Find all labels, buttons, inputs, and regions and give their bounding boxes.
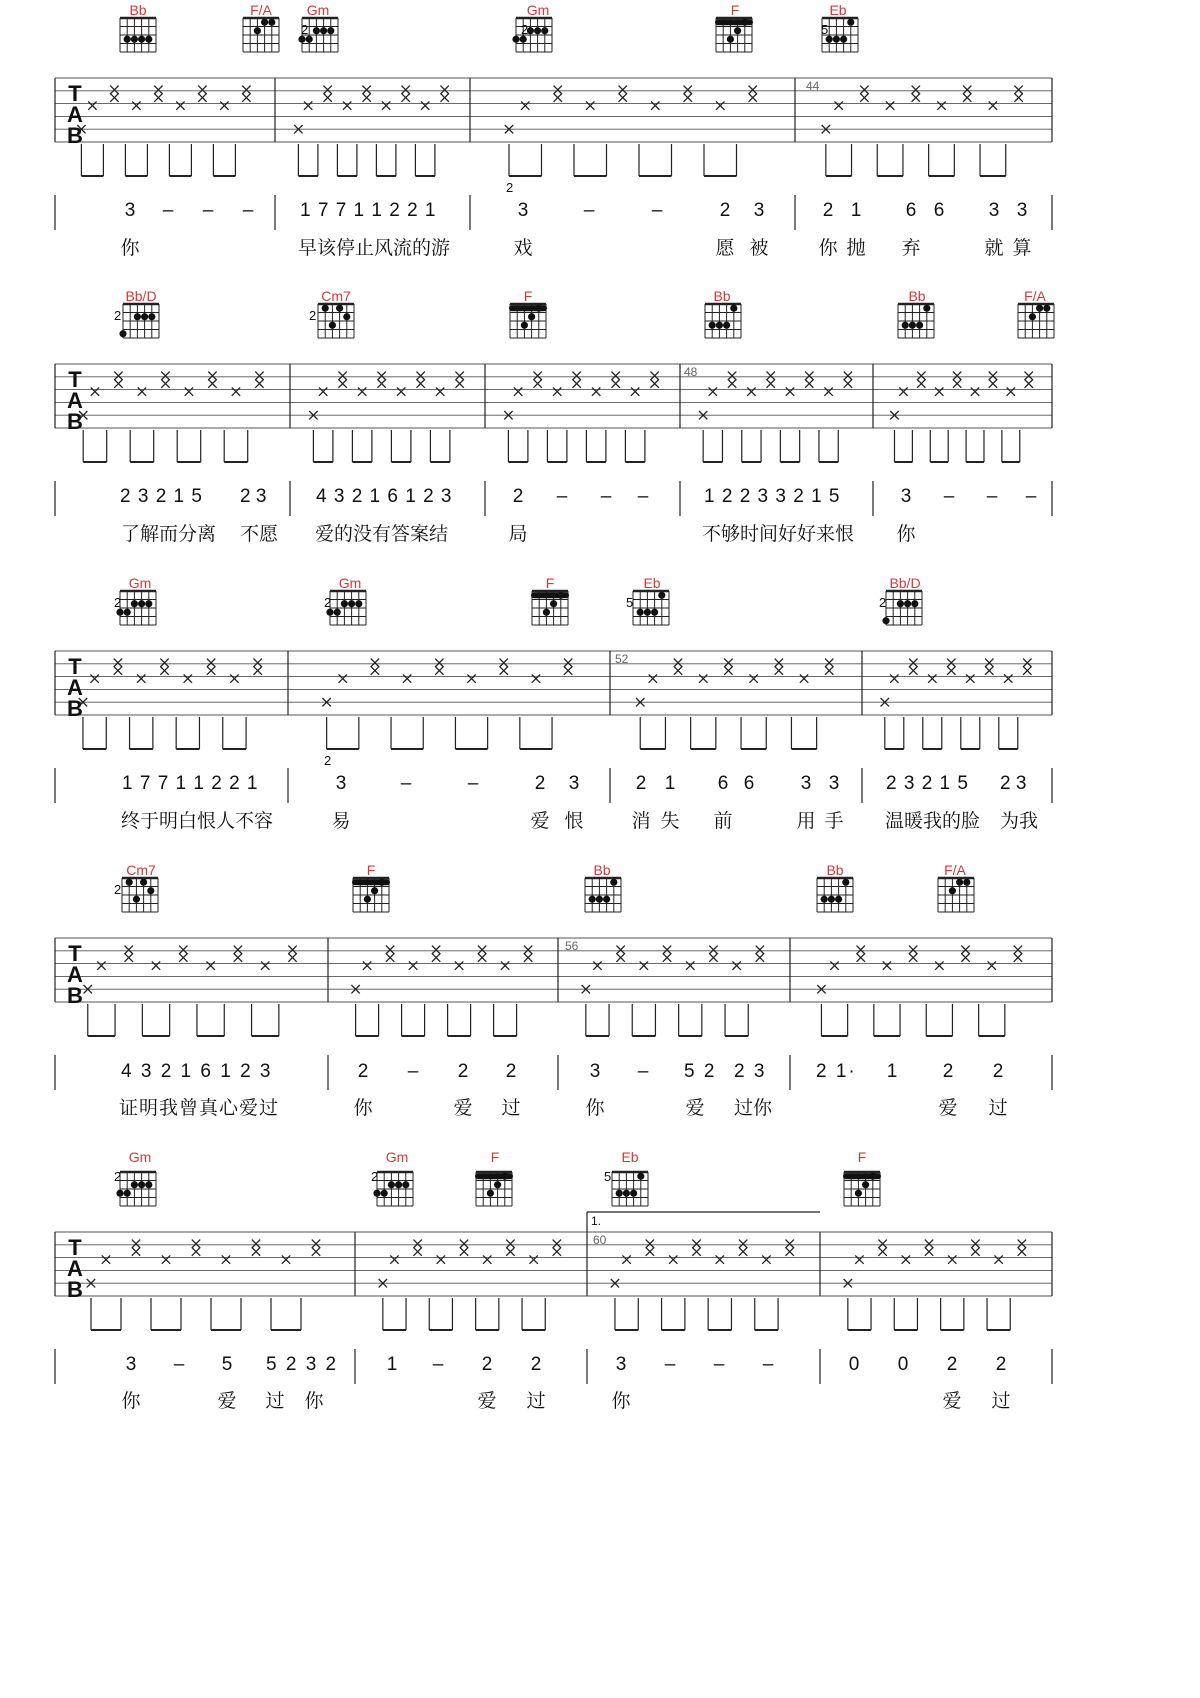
chord-name: Eb xyxy=(621,1149,639,1165)
jianpu-group: 2 3 xyxy=(240,486,267,507)
chord-dot xyxy=(727,36,734,43)
chord-dot xyxy=(902,322,909,329)
chord-dot xyxy=(716,322,723,329)
jianpu-group: 2 3 2 1 5 xyxy=(886,773,969,794)
jianpu-group: 4 3 2 1 6 1 2 3 xyxy=(316,486,453,507)
jianpu-note: 2 xyxy=(635,773,647,794)
measure-number: 52 xyxy=(615,652,629,666)
chord-dot xyxy=(138,36,145,43)
jianpu-dash: – xyxy=(1025,486,1037,507)
chord-dot xyxy=(916,322,923,329)
jianpu-note: 2 xyxy=(942,1061,954,1082)
lyric: 爱 xyxy=(685,1098,705,1119)
chord-name: F xyxy=(523,288,533,304)
chord-dot xyxy=(521,322,528,329)
chord-dot xyxy=(364,896,371,903)
chord-dot xyxy=(378,879,385,886)
chord-dot xyxy=(589,896,596,903)
chord-dot xyxy=(343,313,350,320)
jianpu-group: 1 7 7 1 1 2 2 1 xyxy=(122,773,259,794)
chord-name: Eb xyxy=(829,2,847,18)
chord-dot xyxy=(131,600,138,607)
chord-dot xyxy=(501,1173,508,1180)
chord-dot xyxy=(821,896,828,903)
chord-dot xyxy=(134,313,141,320)
jianpu-dash: – xyxy=(762,1354,774,1375)
jianpu-dash: – xyxy=(407,1061,419,1082)
jianpu-note: 0 xyxy=(848,1354,860,1375)
lyric: 你 xyxy=(818,238,838,259)
lyric: 过你 xyxy=(734,1098,773,1119)
jianpu-note: 6 xyxy=(905,200,917,221)
tab-clef-t: T xyxy=(68,1235,82,1260)
chord-name: Bb xyxy=(908,288,926,304)
chord-dot xyxy=(734,27,741,34)
chord-dot xyxy=(596,896,603,903)
chord-dot xyxy=(512,36,519,43)
chord-dot xyxy=(603,896,610,903)
jianpu-group: 2 3 xyxy=(734,1061,767,1082)
lyric: 为我 xyxy=(1000,811,1039,832)
jianpu-group: 4 3 2 1 6 1 2 3 xyxy=(121,1061,273,1082)
lyric: 终于明白恨人不容 xyxy=(121,811,274,832)
measure-number: 60 xyxy=(593,1233,607,1247)
lyric: 你 xyxy=(896,524,916,545)
lyric: 前 xyxy=(713,811,733,832)
chord-dot xyxy=(528,313,535,320)
lyric: 爱 xyxy=(530,811,550,832)
chord-dot xyxy=(550,600,557,607)
chord-dot xyxy=(637,609,644,616)
chord-dot xyxy=(833,36,840,43)
chord-name: Bb xyxy=(826,862,844,878)
tab-clef-a: A xyxy=(67,388,83,413)
chord-dot xyxy=(322,305,329,312)
chord-dot xyxy=(254,27,261,34)
tab-clef-t: T xyxy=(68,367,82,392)
lyric: 你 xyxy=(585,1098,605,1119)
chord-dot xyxy=(1036,305,1043,312)
chord-name: F xyxy=(545,575,555,591)
lyric: 爱 xyxy=(938,1098,958,1119)
chord-dot xyxy=(610,879,617,886)
jianpu-group: 2 3 xyxy=(1000,773,1027,794)
chord-dot xyxy=(268,19,275,26)
fret-position: 5 xyxy=(821,22,829,37)
fret-position: 2 xyxy=(114,1169,122,1184)
chord-dot xyxy=(141,313,148,320)
chord-dot xyxy=(395,1181,402,1188)
chord-dot xyxy=(1043,305,1050,312)
jianpu-note: 3 xyxy=(800,773,812,794)
fret-position: 2 xyxy=(114,595,122,610)
chord-dot xyxy=(741,19,748,26)
lyric: 你 xyxy=(611,1391,631,1412)
jianpu-note: 6 xyxy=(743,773,755,794)
jianpu-dash: – xyxy=(432,1354,444,1375)
chord-dot xyxy=(534,27,541,34)
lyric: 手 xyxy=(824,811,844,832)
chord-dot xyxy=(840,36,847,43)
chord-dot xyxy=(320,27,327,34)
chord-name: F xyxy=(730,2,740,18)
tab-clef-t: T xyxy=(68,941,82,966)
jianpu-dash: – xyxy=(242,200,254,221)
jianpu-dash: – xyxy=(400,773,412,794)
chord-dot xyxy=(651,609,658,616)
jianpu-dash: – xyxy=(467,773,479,794)
chord-dot xyxy=(730,305,737,312)
tab-clef-a: A xyxy=(67,675,83,700)
lyric: 用 xyxy=(796,811,816,832)
chord-dot xyxy=(131,36,138,43)
chord-dot xyxy=(1029,313,1036,320)
jianpu-group: 2 1· xyxy=(816,1061,857,1082)
jianpu-note: 3 xyxy=(900,486,912,507)
chord-dot xyxy=(623,1190,630,1197)
lyric: 温暖我的脸 xyxy=(885,811,981,832)
jianpu-group: 2 3 2 1 5 xyxy=(120,486,203,507)
tab-clef-b: B xyxy=(67,696,83,721)
chord-name: F xyxy=(490,1149,500,1165)
jianpu-note: 2 xyxy=(457,1061,469,1082)
lyric: 你 xyxy=(121,1391,141,1412)
chord-dot xyxy=(116,1190,123,1197)
lyric: 爱的没有答案结 xyxy=(315,524,449,545)
fret-position: 2 xyxy=(879,595,887,610)
chord-dot xyxy=(828,896,835,903)
tab-clef-b: B xyxy=(67,409,83,434)
jianpu-note: 2 xyxy=(946,1354,958,1375)
lyric: 你 xyxy=(120,238,140,259)
chord-name: Bb xyxy=(593,862,611,878)
jianpu-note: 3 xyxy=(125,1354,137,1375)
chord-dot xyxy=(963,879,970,886)
chord-dot xyxy=(535,305,542,312)
chord-dot xyxy=(855,1190,862,1197)
chord-name: Gm xyxy=(526,2,550,18)
chord-dot xyxy=(371,887,378,894)
chord-dot xyxy=(124,1190,131,1197)
jianpu-note: 6 xyxy=(717,773,729,794)
fret-position: 2 xyxy=(114,882,122,897)
jianpu-note: 3 xyxy=(988,200,1000,221)
chord-name: F xyxy=(857,1149,867,1165)
chord-dot xyxy=(133,896,140,903)
chord-dot xyxy=(842,879,849,886)
tab-clef-a: A xyxy=(67,102,83,127)
chord-dot xyxy=(543,609,550,616)
lyric: 证明我曾真心爱过 xyxy=(119,1098,280,1119)
jianpu-note: 2 xyxy=(995,1354,1007,1375)
chord-dot xyxy=(341,600,348,607)
lyric: 易 xyxy=(331,811,351,832)
chord-dot xyxy=(119,330,126,337)
chord-dot xyxy=(336,305,343,312)
jianpu-dash: – xyxy=(600,486,612,507)
jianpu-note: 2 xyxy=(534,773,546,794)
volta-label: 1. xyxy=(591,1214,602,1228)
jianpu-dash: – xyxy=(713,1354,725,1375)
chord-dot xyxy=(261,19,268,26)
lyric: 爱 xyxy=(217,1391,237,1412)
chord-name: Cm7 xyxy=(126,862,156,878)
jianpu-dash: – xyxy=(637,486,649,507)
chord-name: Bb/D xyxy=(889,575,921,591)
jianpu-note: 1 xyxy=(386,1354,398,1375)
chord-dot xyxy=(327,27,334,34)
jianpu-note: 3 xyxy=(615,1354,627,1375)
lyric: 早该停止风流的游 xyxy=(298,238,451,259)
chord-dot xyxy=(140,879,147,886)
chord-dot xyxy=(373,1190,380,1197)
chord-name: Gm xyxy=(128,575,152,591)
jianpu-group: 5 2 3 2 xyxy=(266,1354,339,1375)
chord-dot xyxy=(923,305,930,312)
chord-dot xyxy=(145,600,152,607)
chord-dot xyxy=(909,322,916,329)
chord-name: Bb xyxy=(129,2,147,18)
lyric: 消 xyxy=(631,811,651,832)
lyric: 你 xyxy=(353,1098,373,1119)
chord-dot xyxy=(124,609,131,616)
fret-position: 2 xyxy=(309,308,317,323)
measure-number: 44 xyxy=(806,79,820,93)
chord-dot xyxy=(124,36,131,43)
chord-name: F xyxy=(366,862,376,878)
chord-dot xyxy=(557,592,564,599)
jianpu-dash: – xyxy=(173,1354,185,1375)
lyric: 就 xyxy=(984,238,1004,259)
fret-position: 2 xyxy=(521,22,529,37)
chord-dot xyxy=(637,1173,644,1180)
jianpu-note: 3 xyxy=(335,773,347,794)
lyric: 过 xyxy=(991,1391,1011,1412)
chord-name: F/A xyxy=(1024,288,1046,304)
lyric: 被 xyxy=(749,238,769,259)
jianpu-note: 3 xyxy=(828,773,840,794)
chord-dot xyxy=(487,1190,494,1197)
jianpu-dash: – xyxy=(943,486,955,507)
lyric: 过 xyxy=(526,1391,546,1412)
lyric: 弃 xyxy=(901,238,921,259)
chord-name: F/A xyxy=(250,2,272,18)
chord-dot xyxy=(148,313,155,320)
grace-mark: 2 xyxy=(506,180,514,195)
jianpu-note: 2 xyxy=(512,486,524,507)
chord-dot xyxy=(145,1181,152,1188)
jianpu-dash: – xyxy=(651,200,663,221)
jianpu-note: 5 xyxy=(221,1354,233,1375)
chord-name: Gm xyxy=(306,2,330,18)
lyric: 你 xyxy=(304,1391,324,1412)
tab-clef-t: T xyxy=(68,81,82,106)
lyric: 恨 xyxy=(564,811,584,832)
jianpu-note: 1 xyxy=(886,1061,898,1082)
jianpu-note: 2 xyxy=(505,1061,517,1082)
grace-mark: 2 xyxy=(324,753,332,768)
chord-name: Gm xyxy=(128,1149,152,1165)
chord-dot xyxy=(541,27,548,34)
chord-dot xyxy=(882,617,889,624)
jianpu-note: 3 xyxy=(568,773,580,794)
jianpu-dash: – xyxy=(583,200,595,221)
lyric: 了解而分离 xyxy=(121,524,217,545)
jianpu-dash: – xyxy=(202,200,214,221)
tab-clef-a: A xyxy=(67,962,83,987)
chord-dot xyxy=(630,1190,637,1197)
chord-dot xyxy=(616,1190,623,1197)
chord-dot xyxy=(835,896,842,903)
chord-name: F/A xyxy=(944,862,966,878)
lyric: 爱 xyxy=(942,1391,962,1412)
lyric: 愿 xyxy=(715,238,735,259)
chord-name: Bb/D xyxy=(125,288,157,304)
fret-position: 2 xyxy=(301,22,309,37)
chord-dot xyxy=(138,600,145,607)
tab-clef-b: B xyxy=(67,983,83,1008)
chord-dot xyxy=(723,322,730,329)
lyric: 不愿 xyxy=(240,524,279,545)
chord-name: Cm7 xyxy=(321,288,351,304)
chord-dot xyxy=(644,609,651,616)
lyric: 不够时间好好来恨 xyxy=(702,524,855,545)
chord-dot xyxy=(897,600,904,607)
chord-dot xyxy=(869,1173,876,1180)
jianpu-note: 2 xyxy=(822,200,834,221)
jianpu-note: 2 xyxy=(530,1354,542,1375)
chord-dot xyxy=(862,1181,869,1188)
tab-clef-b: B xyxy=(67,1277,83,1302)
chord-dot xyxy=(847,19,854,26)
jianpu-group: 1 2 2 3 3 2 1 5 xyxy=(704,486,841,507)
jianpu-note: 2 xyxy=(719,200,731,221)
lyric: 局 xyxy=(508,524,528,545)
lyric: 抛 xyxy=(846,238,866,259)
chord-name: Eb xyxy=(643,575,661,591)
jianpu-dash: – xyxy=(986,486,998,507)
lyric: 过 xyxy=(988,1098,1008,1119)
jianpu-dash: – xyxy=(556,486,568,507)
jianpu-note: 1 xyxy=(850,200,862,221)
chord-name: Bb xyxy=(713,288,731,304)
jianpu-group: 5 2 xyxy=(684,1061,717,1082)
chord-dot xyxy=(402,1181,409,1188)
chord-dot xyxy=(388,1181,395,1188)
jianpu-group: 1 7 7 1 1 2 2 1 xyxy=(300,200,437,221)
chord-dot xyxy=(145,36,152,43)
chord-dot xyxy=(904,600,911,607)
chord-dot xyxy=(355,600,362,607)
chord-dot xyxy=(313,27,320,34)
fret-position: 2 xyxy=(324,595,332,610)
chord-dot xyxy=(348,600,355,607)
chord-dot xyxy=(658,592,665,599)
tab-clef-a: A xyxy=(67,1256,83,1281)
lyric: 戏 xyxy=(513,238,533,259)
fret-position: 2 xyxy=(371,1169,379,1184)
lyric: 失 xyxy=(660,811,680,832)
chord-dot xyxy=(131,1181,138,1188)
chord-name: Gm xyxy=(385,1149,409,1165)
measure-number: 48 xyxy=(684,365,698,379)
jianpu-note: 2 xyxy=(481,1354,493,1375)
jianpu-note: 6 xyxy=(933,200,945,221)
chord-dot xyxy=(381,1190,388,1197)
chord-dot xyxy=(147,887,154,894)
jianpu-note: 2 xyxy=(357,1061,369,1082)
lyric: 爱 xyxy=(477,1391,497,1412)
fret-position: 5 xyxy=(626,595,634,610)
jianpu-note: 3 xyxy=(753,200,765,221)
jianpu-note: 3 xyxy=(589,1061,601,1082)
tab-clef-b: B xyxy=(67,123,83,148)
fret-position: 5 xyxy=(604,1169,612,1184)
chord-dot xyxy=(956,879,963,886)
jianpu-dash: – xyxy=(664,1354,676,1375)
chord-dot xyxy=(709,322,716,329)
jianpu-dash: – xyxy=(637,1061,649,1082)
chord-dot xyxy=(138,1181,145,1188)
lyric: 算 xyxy=(1012,238,1032,259)
chord-dot xyxy=(949,887,956,894)
jianpu-note: 0 xyxy=(897,1354,909,1375)
jianpu-note: 3 xyxy=(517,200,529,221)
jianpu-note: 1 xyxy=(664,773,676,794)
fret-position: 2 xyxy=(114,308,122,323)
chord-dot xyxy=(494,1181,501,1188)
measure-number: 56 xyxy=(565,939,579,953)
chord-name: Gm xyxy=(338,575,362,591)
chord-dot xyxy=(334,609,341,616)
jianpu-note: 3 xyxy=(124,200,136,221)
lyric: 过 xyxy=(265,1391,285,1412)
jianpu-note: 3 xyxy=(1016,200,1028,221)
tab-clef-t: T xyxy=(68,654,82,679)
chord-dot xyxy=(329,322,336,329)
chord-dot xyxy=(126,879,133,886)
chord-dot xyxy=(911,600,918,607)
jianpu-dash: – xyxy=(162,200,174,221)
lyric: 过 xyxy=(501,1098,521,1119)
lyric: 爱 xyxy=(453,1098,473,1119)
jianpu-note: 2 xyxy=(992,1061,1004,1082)
